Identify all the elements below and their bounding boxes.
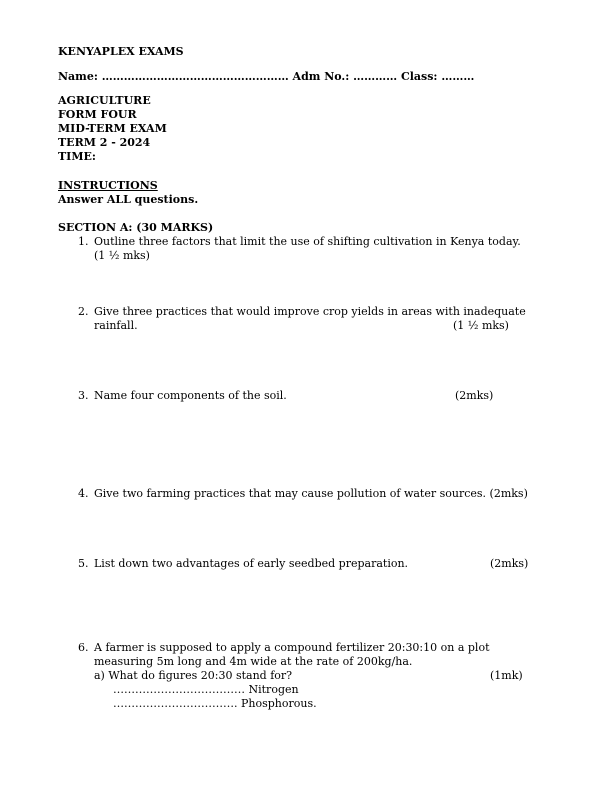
question-text: A farmer is supposed to apply a compound fertilizer 20:30:10 on a plot bbox=[94, 641, 490, 654]
question-marks: (1mk) bbox=[490, 669, 523, 682]
section-title: SECTION A: (30 MARKS) bbox=[58, 221, 214, 234]
question-number: 6. bbox=[78, 641, 89, 654]
question-number: 3. bbox=[78, 389, 89, 402]
school-title: KENYAPLEX EXAMS bbox=[58, 45, 184, 58]
exam-time: TIME: bbox=[58, 150, 96, 163]
exam-subject: AGRICULTURE bbox=[58, 94, 151, 107]
instructions-text: Answer ALL questions. bbox=[58, 193, 199, 206]
question-text: measuring 5m long and 4m wide at the rate of 200kg/ha. bbox=[94, 655, 413, 668]
question-marks: (2mks) bbox=[490, 557, 529, 570]
question-marks: (2mks) bbox=[455, 389, 494, 402]
answer-line-phosphorous: ……………………………. Phosphorous. bbox=[113, 697, 317, 710]
instructions-title: INSTRUCTIONS bbox=[58, 179, 158, 192]
question-marks: (1 ½ mks) bbox=[94, 249, 150, 262]
question-text: Name four components of the soil. bbox=[94, 389, 287, 402]
question-marks: (1 ½ mks) bbox=[453, 319, 509, 332]
answer-line-nitrogen: ……………………………… Nitrogen bbox=[113, 683, 299, 696]
question-number: 5. bbox=[78, 557, 89, 570]
exam-type: MID-TERM EXAM bbox=[58, 122, 167, 135]
question-number: 1. bbox=[78, 235, 89, 248]
question-text: Give two farming practices that may cause pollution of water sources. (2mks) bbox=[94, 487, 528, 500]
name-line: Name: …………………………………………… Adm No.: ………… Class: ……… bbox=[58, 70, 475, 83]
exam-term: TERM 2 - 2024 bbox=[58, 136, 151, 149]
question-text: List down two advantages of early seedbed preparation. bbox=[94, 557, 409, 570]
question-text: Outline three factors that limit the use of shifting cultivation in Kenya today. bbox=[94, 235, 521, 248]
question-number: 4. bbox=[78, 487, 89, 500]
question-text: Give three practices that would improve crop yields in areas with inadequate bbox=[94, 305, 526, 318]
exam-form: FORM FOUR bbox=[58, 108, 137, 121]
question-number: 2. bbox=[78, 305, 89, 318]
sub-question-a: a) What do figures 20:30 stand for? bbox=[94, 669, 293, 682]
question-text: rainfall. bbox=[94, 319, 138, 332]
